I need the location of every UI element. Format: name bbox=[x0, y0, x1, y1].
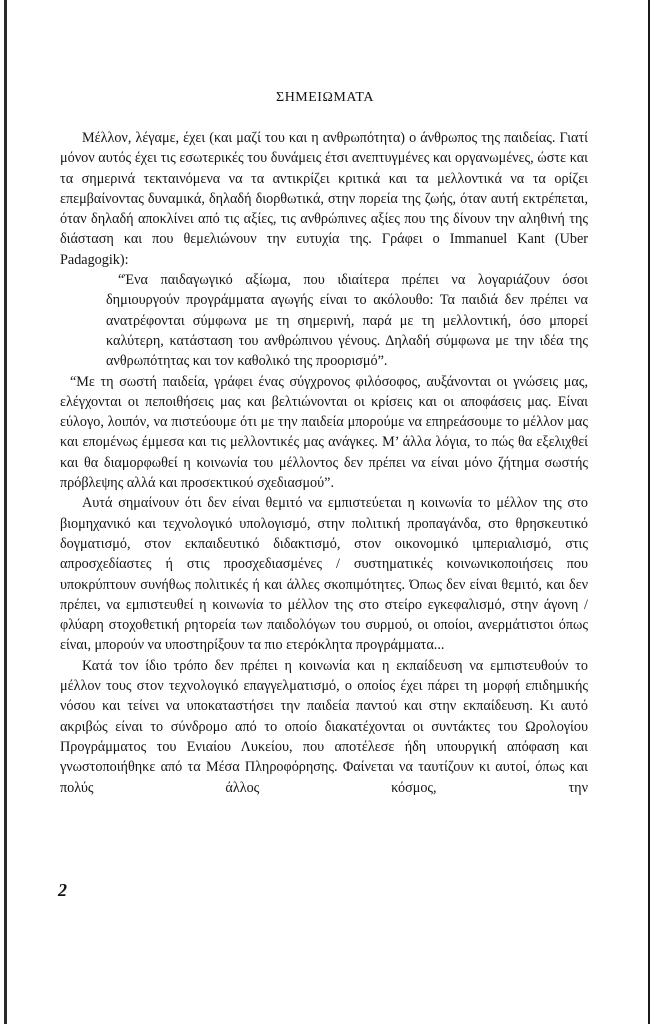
page-number: 2 bbox=[58, 880, 67, 900]
paragraph-1: Μέλλον, λέγαμε, έχει (και μαζί του και η ανθρωπότητα) ο άνθρωπος της παιδείας. Γιατί μόνον αυτός έχει τις εσωτερικές του δυνάμεις έτσι ανεπτυγμένες και οργανωμένες, ώστε και τα σημερινά τεκταινόμενα να τα αντικρίζει κριτικά και τα μελλοντικά να τα ορίζει επεμβαίνοντας δυναμικά, δηλαδή διορθωτικά, στην πορεία της ζωής, όταν αυτή εκτρέπεται, όταν δηλαδή αποκλίνει από τις αξίες, τις ανθρώπινες αξίες που της δίνουν την αληθινή της διάσταση και που θεμελιώνουν την ευτυχία της. Γράφει ο Immanuel Kant (Uber Padagogik): bbox=[60, 130, 588, 268]
document-body bbox=[60, 128, 588, 798]
kant-quote: “Ένα παιδαγωγικό αξίωμα, που ιδιαίτερα πρέπει να λογαριάζουν όσοι δημιουργούν προγράμματα αγωγής είναι το ακόλουθο: Τα παιδιά δεν πρέπει να ανατρέφονται σύμφωνα με τη σημερινή, παρά με τη μελλοντική, όσο μπορεί καλύτερη, κατάσταση του ανθρώπινου γένους. Δηλαδή σύμφωνα με την ιδέα της ανθρωπότητας και τον καθολικό της προορισμό”. bbox=[106, 272, 588, 370]
scan-edge-left bbox=[4, 0, 7, 1024]
paragraph-4: Αυτά σημαίνουν ότι δεν είναι θεμιτό να εμπιστεύεται η κοινωνία το μέλλον της στο βιομηχανικό και τεχνολογικό υπολογισμό, στην πολιτική προπαγάνδα, στο θρησκευτικό δογματισμό, στον εκπαιδευτικό διδακτισμό, στον οικονομικό ιμπεριαλισμό, στις απροσχεδίαστες ή στις προσχεδιασμένες / συστηματικές κοινωνικοποιήσεις που υποκρύπτουν συνήθως πολιτικές ή και άλλες σκοπιμότητες. Όπως δεν είναι θεμιτό, και δεν πρέπει, να εμπιστευθεί η κοινωνία το μέλλον της στο στείρο εγκεφαλισμό, στην άγονη / φλύαρη στοχοθετική ρητορεία των παιδολόγων του συρμού, οι οποίοι, ανερμάτιστοι όπως είναι, μπορούν να υποστηρίξουν τα πιο ετερόκλητα προγράμματα... bbox=[60, 495, 588, 654]
paragraph-5: Κατά τον ίδιο τρόπο δεν πρέπει η κοινωνία και η εκπαίδευση να εμπιστευθούν το μέλλον τους στον τεχνολογικό επαγγελματισμό, ο οποίος έχει πάρει τη μορφή επιδημικής νόσου και τείνει να υποκαταστήσει την παιδεία παντού και στην εκπαίδευση. Κι αυτό ακριβώς είναι το σύνδρομο από το οποίο διακατέχονται οι συντάκτες του Ωρολογίου Προγράμματος του Ενιαίου Λυκείου, που αποτέλεσε ήδη υπουργική απόφαση και γνωστοποιήθηκε από τα Μέσα Πληροφόρησης. Φαίνεται να ταυτίζουν κι αυτοί, όπως και πολύς άλλος κόσμος, την bbox=[60, 657, 588, 796]
philosopher-quote: “Με τη σωστή παιδεία, γράφει ένας σύγχρονος φιλόσοφος, αυξάνονται οι γνώσεις μας, ελέγχονται οι πεποιθήσεις μας και βελτιώνονται οι κρίσεις και οι αποφάσεις μας. Είναι εύλογο, λοιπόν, να πιστεύουμε ότι με την παιδεία μπορούμε να επηρεάσουμε το μέλλον μας και επομένως έμμεσα και τις μελλοντικές μας ανάγκες. Μ’ άλλα λόγια, το πώς θα εξελιχθεί και θα διαμορφωθεί η κοινωνία του μέλλοντος δεν πρέπει να είναι μόνο ζήτημα σωστής πρόβλεψης αλλά και προσεκτικού σχεδιασμού”. bbox=[60, 373, 588, 492]
page-title: ΣΗΜΕΙΩΜΑΤΑ bbox=[276, 90, 374, 105]
